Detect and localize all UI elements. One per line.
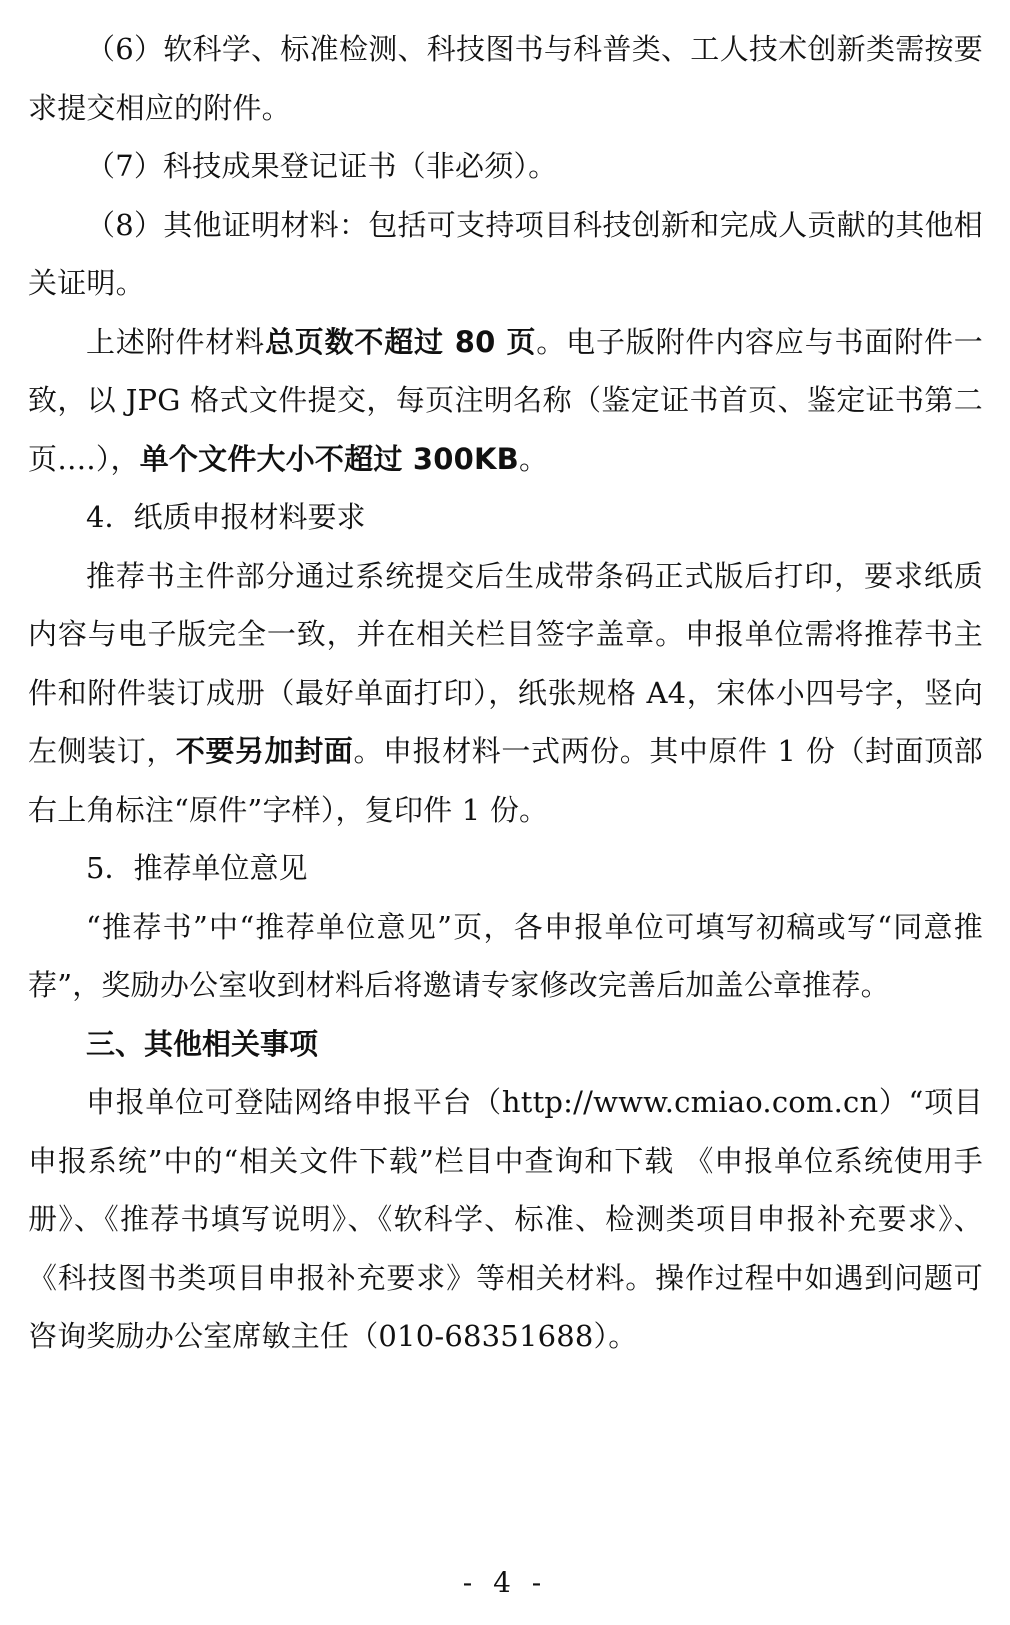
section-4-title: 4．纸质申报材料要求: [86, 500, 366, 534]
section-3-body: 申报单位可登陆网络申报平台（http://www.cmiao.com.cn）“项目申报系统”中的“相关文件下载”栏目中查询和下载 《申报单位系统使用手册》、《推荐书填写说明》、《软科学、标准、检测类项目申报补充要求》、《科技图书类项目申报补充要求》等相关材料。操作过程中如遇到问题可咨询奖励办公室席敏主任（010-68351688）。: [28, 1085, 983, 1353]
attachment-file-size-limit: 单个文件大小不超过 300KB: [139, 441, 519, 476]
attachment-note-mid: 。电子版附件内容应与书面附件一致，以 JPG 格式文件提交，每页注明名称（鉴定证书首页、鉴定证书第二页….），: [28, 324, 984, 476]
section-4-body-post: 。申报材料一式两份。其中原件 1 份（封面顶部右上角标注“原件”字样），复印件 1 份。: [28, 734, 983, 827]
section-4-body-pre: 推荐书主件部分通过系统提交后生成带条码正式版后打印，要求纸质内容与电子版完全一致，并在相关栏目签字盖章。申报单位需将推荐书主件和附件装订成册（最好单面打印），纸张规格 A4，宋体小四号字，竖向左侧装订，: [28, 558, 983, 768]
attachment-note-paragraph: [28, 313, 983, 489]
attachment-note-post: 。: [518, 441, 549, 476]
section-4-no-cover: 不要另加封面: [175, 734, 354, 768]
section-4-body: [28, 547, 983, 840]
item-8-paragraph: （8）其他证明材料：包括可支持项目科技创新和完成人贡献的其他相关证明。: [28, 207, 983, 300]
section-5-title: 5．推荐单位意见: [86, 851, 308, 885]
page-number: - 4 -: [462, 1566, 548, 1599]
section-3-heading: 三、其他相关事项: [86, 1026, 319, 1061]
attachment-page-limit: 总页数不超过 80 页: [264, 324, 537, 359]
document-page: [28, 20, 983, 1366]
item-7-paragraph: （7）科技成果登记证书（非必须）。: [86, 149, 558, 183]
attachment-note-pre: 上述附件材料: [86, 324, 265, 359]
section-5-body: “推荐书”中“推荐单位意见”页，各申报单位可填写初稿或写“同意推荐”，奖励办公室收到材料后将邀请专家修改完善后加盖公章推荐。: [28, 909, 983, 1002]
item-6-paragraph: （6）软科学、标准检测、科技图书与科普类、工人技术创新类需按要求提交相应的附件。: [28, 32, 983, 125]
